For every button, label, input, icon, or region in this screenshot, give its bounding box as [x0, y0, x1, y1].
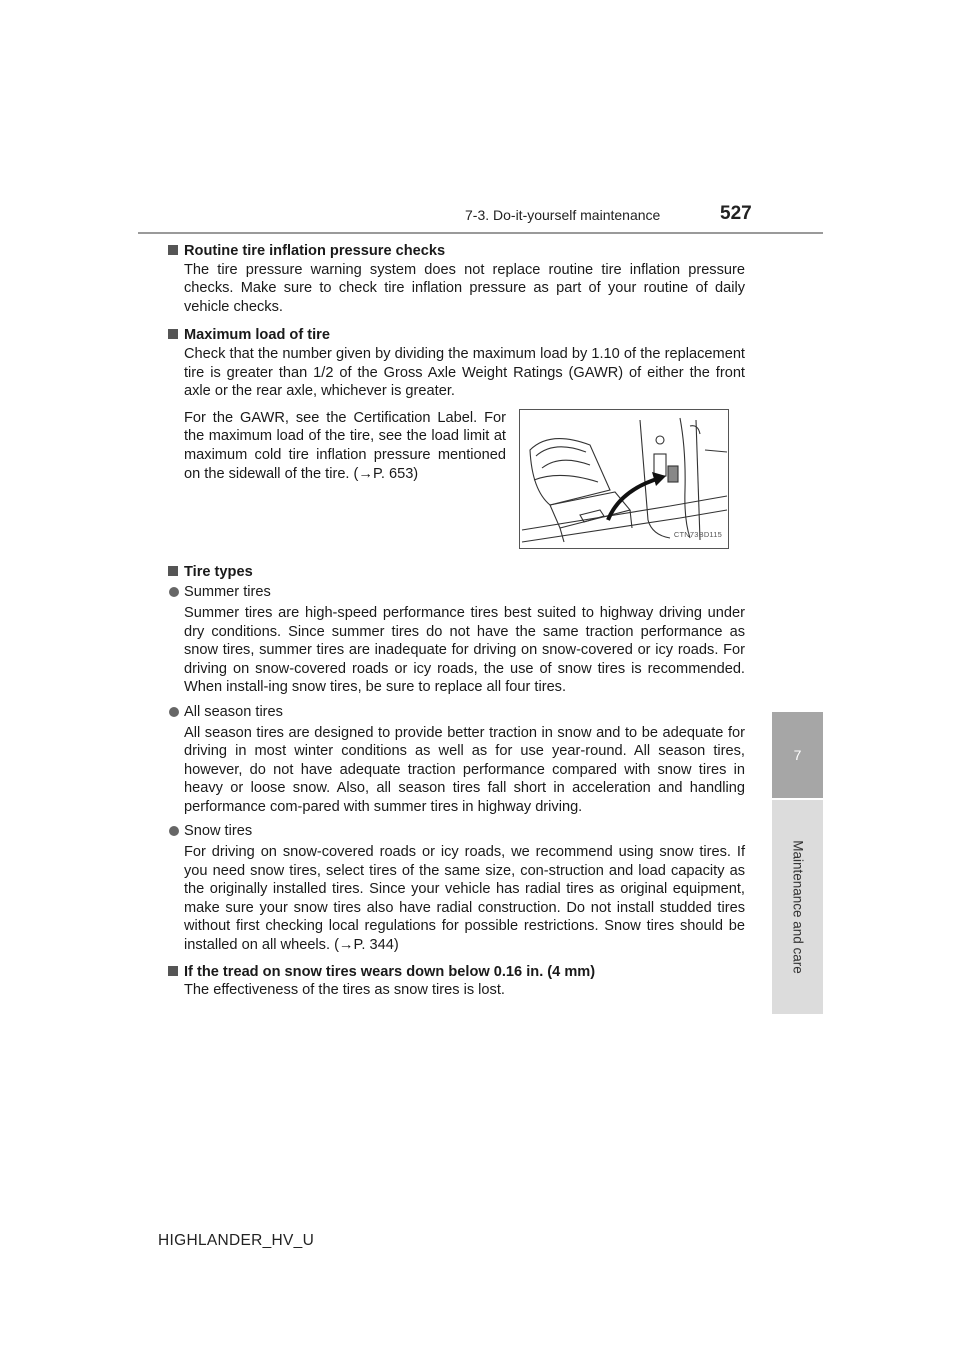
square-bullet-icon — [168, 245, 178, 255]
list-item-title: Summer tires — [184, 584, 271, 601]
square-bullet-icon — [168, 966, 178, 976]
heading-tread-wear — [168, 963, 745, 982]
list-item-title: All season tires — [184, 703, 283, 720]
heading-text: Maximum load of tire — [184, 327, 330, 344]
chapter-label-tab[interactable] — [772, 800, 823, 1014]
heading-routine-checks — [168, 242, 745, 261]
list-item-body: For driving on snow-covered roads or icy roads, we recommend using snow tires. If you need snow tires, select tires of the same size, con-struction and load capacity as the originally installed tires. Since your vehicle has radial tires as original equipment, make sure your snow tires also have radial construction. Do not install studded tires without first checking local regulations for possible restrictions. Snow tires should be installed on all wheels. (→P. 344) — [184, 844, 745, 954]
list-item-body: All season tires are designed to provide better traction in snow and to be adequate for driving in most winter conditions as well as for use year-round. All season tires, however, do not have adequate traction performance compared with snow tires in heavy or loose snow. Also, all season tires fall short in acceleration and handling performance com-pared with summer tires in highway driving. — [184, 724, 745, 815]
header-rule — [138, 232, 823, 234]
figure-code: CTN73BD115 — [673, 530, 722, 540]
list-item-title: Snow tires — [184, 823, 253, 840]
heading-text: Tire types — [184, 563, 253, 580]
main-content — [184, 242, 745, 1000]
circle-bullet-icon — [169, 587, 179, 597]
chapter-label: Maintenance and care — [790, 840, 805, 974]
chapter-number: 7 — [793, 747, 802, 763]
figure-row — [184, 409, 745, 549]
list-item-all-season-tires — [168, 703, 745, 722]
list-item-summer-tires — [168, 583, 745, 602]
page-number: 527 — [720, 203, 752, 224]
chapter-tab[interactable] — [772, 712, 823, 798]
square-bullet-icon — [168, 566, 178, 576]
list-item-snow-tires — [168, 822, 745, 841]
paragraph-routine-checks: The tire pressure warning system does not replace routine tire inflation pressure checks. Make sure to check tire inflation pressure as part of your routine of daily vehicle checks. — [184, 261, 745, 315]
certification-label-illustration — [519, 409, 729, 549]
footer-model: HIGHLANDER_HV_U — [158, 1232, 315, 1249]
list-item-body: Summer tires are high-speed performance tires best suited to highway driving under dry conditions. Since summer tires do not have the same traction performance as snow tires, summer tires are inadequate for driving on snow-covered or icy roads. For driving on snow-covered roads or icy roads, the use of snow tires is recommended. When install-ing snow tires, be sure to replace all four tires. — [184, 604, 745, 696]
square-bullet-icon — [168, 329, 178, 339]
heading-tire-types — [168, 563, 745, 582]
header-section-title: 7-3. Do-it-yourself maintenance — [465, 207, 661, 223]
heading-text: If the tread on snow tires wears down below 0.16 in. (4 mm) — [184, 963, 596, 980]
paragraph-tread-wear: The effectiveness of the tires as snow tires is lost. — [184, 982, 505, 999]
heading-maximum-load — [168, 326, 745, 345]
circle-bullet-icon — [169, 826, 179, 836]
circle-bullet-icon — [169, 707, 179, 717]
paragraph-maximum-load: Check that the number given by dividing the maximum load by 1.10 of the replacement tire is greater than 1/2 of the Gross Axle Weight Ratings (GAWR) of either the front axle or the rear axle, whichever is greater. — [184, 345, 745, 400]
heading-text: Routine tire inflation pressure checks — [184, 243, 446, 259]
figure-caption-text: For the GAWR, see the Certification Label. For the maximum load of the tire, see the load limit at maximum cold tire inflation pressure mentioned on the sidewall of the tire. (→P. 653) — [184, 409, 506, 482]
